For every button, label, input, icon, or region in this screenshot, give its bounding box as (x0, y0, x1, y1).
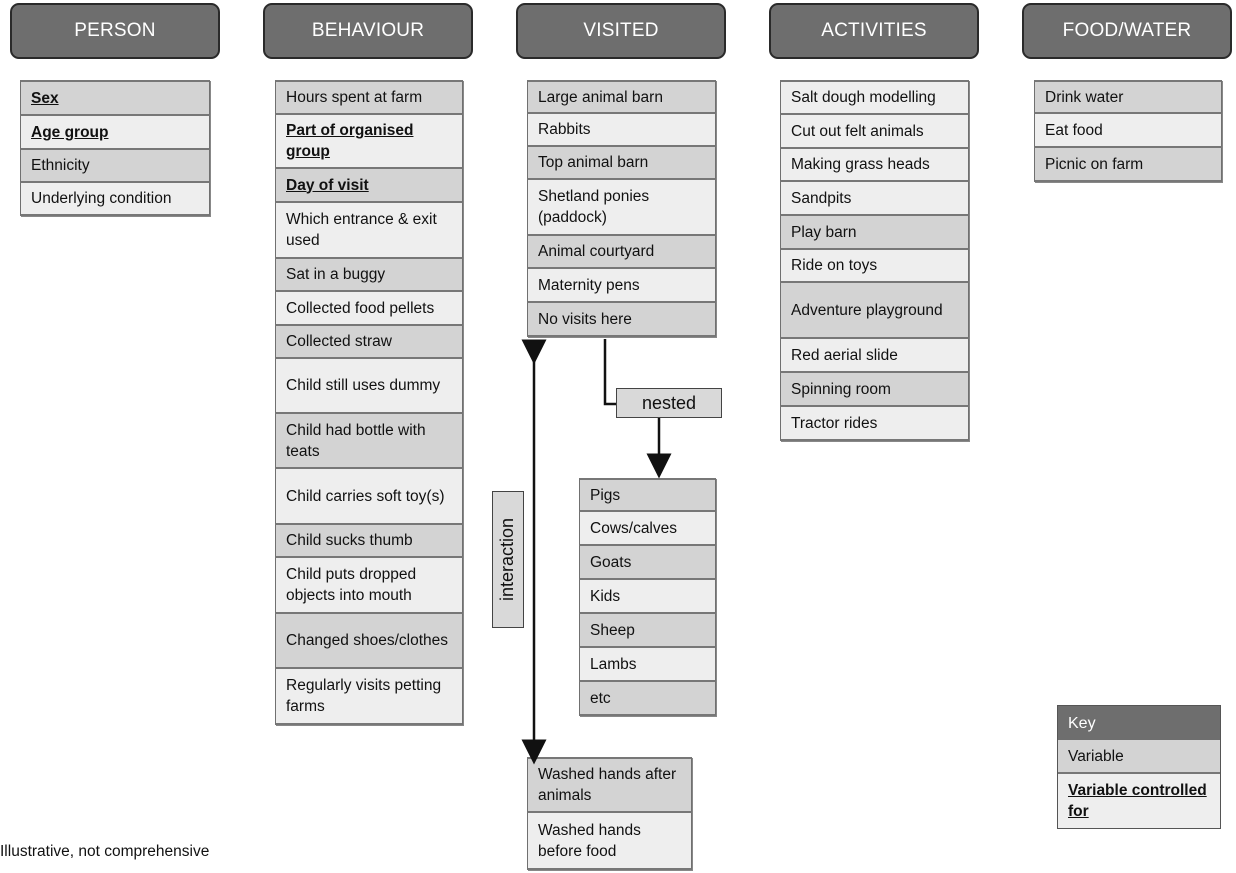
activities-item: Spinning room (780, 373, 969, 407)
behaviour-item: Child still uses dummy (275, 359, 463, 414)
activities-item: Salt dough modelling (780, 80, 969, 115)
nested-item: Sheep (579, 614, 716, 648)
nested-item: Kids (579, 580, 716, 614)
header-behaviour: BEHAVIOUR (263, 3, 473, 59)
activities-item: Red aerial slide (780, 339, 969, 373)
activities-item: Ride on toys (780, 250, 969, 283)
key-box (1057, 705, 1221, 829)
behaviour-item: Sat in a buggy (275, 259, 463, 292)
behaviour-item: Regularly visits petting farms (275, 669, 463, 725)
nested-item: Lambs (579, 648, 716, 682)
handwash-item: Washed hands before food (527, 813, 692, 870)
behaviour-item: Hours spent at farm (275, 80, 463, 115)
activities-item: Cut out felt animals (780, 115, 969, 149)
header-food-water: FOOD/WATER (1022, 3, 1232, 59)
behaviour-item: Day of visit (275, 169, 463, 203)
food-water-item: Picnic on farm (1034, 148, 1222, 182)
behaviour-item: Child had bottle with teats (275, 414, 463, 469)
person-item: Sex (20, 80, 210, 116)
person-item: Underlying condition (20, 183, 210, 216)
activities-item: Tractor rides (780, 407, 969, 441)
activities-item: Play barn (780, 216, 969, 250)
nested-item: Cows/calves (579, 512, 716, 546)
interaction-label (492, 491, 524, 628)
visited-item: Top animal barn (527, 147, 716, 180)
visited-item: Animal courtyard (527, 236, 716, 269)
visited-item: Maternity pens (527, 269, 716, 303)
person-item: Ethnicity (20, 150, 210, 183)
behaviour-item: Child carries soft toy(s) (275, 469, 463, 525)
visited-item: No visits here (527, 303, 716, 337)
handwash-item: Washed hands after animals (527, 757, 692, 813)
interaction-label-text: interaction (497, 517, 518, 602)
visited-item: Shetland ponies (paddock) (527, 180, 716, 236)
header-activities: ACTIVITIES (769, 3, 979, 59)
key-variable: Variable (1058, 740, 1220, 774)
nested-item: Pigs (579, 478, 716, 512)
visited-item: Rabbits (527, 114, 716, 147)
behaviour-item: Child sucks thumb (275, 525, 463, 558)
activities-item: Sandpits (780, 182, 969, 216)
visited-item: Large animal barn (527, 80, 716, 114)
behaviour-item: Part of organised group (275, 115, 463, 169)
food-water-item: Drink water (1034, 80, 1222, 114)
behaviour-item: Child puts dropped objects into mouth (275, 558, 463, 614)
person-item: Age group (20, 116, 210, 150)
behaviour-item: Changed shoes/clothes (275, 614, 463, 669)
header-visited: VISITED (516, 3, 726, 59)
header-person: PERSON (10, 3, 220, 59)
key-title: Key (1058, 706, 1220, 740)
activities-item: Adventure playground (780, 283, 969, 339)
nested-connector-line (605, 339, 616, 404)
activities-item: Making grass heads (780, 149, 969, 182)
food-water-item: Eat food (1034, 114, 1222, 148)
nested-item: Goats (579, 546, 716, 580)
behaviour-item: Collected food pellets (275, 292, 463, 326)
footnote: Illustrative, not comprehensive (0, 843, 210, 860)
behaviour-item: Collected straw (275, 326, 463, 359)
nested-label: nested (616, 388, 722, 418)
behaviour-item: Which entrance & exit used (275, 203, 463, 259)
nested-item: etc (579, 682, 716, 716)
key-variable-controlled: Variable controlled for (1058, 774, 1220, 828)
